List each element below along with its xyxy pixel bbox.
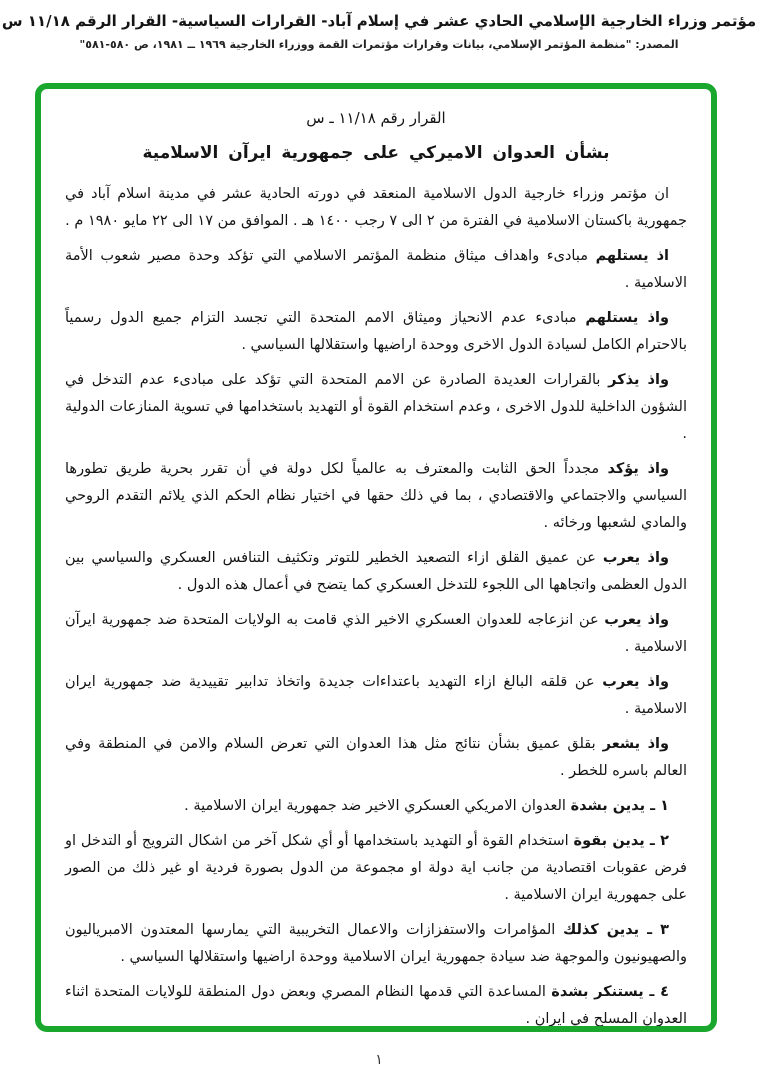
- paragraph-preamble-6: واذ يعرب عن عميق القلق ازاء التصعيد الخطير للتوتر وتكثيف التنافس العسكري والسياسي بين الدول العظمى واتجاهها الى اللجوء للتدخل العسكري كما يتضح في أعمال هذه الدول .: [65, 550, 687, 593]
- header-source: المصدر: "منظمة المؤتمر الإسلامي، بيانات وقرارات مؤتمرات القمة ووزراء الخارجية ١٩٦٩ ــ ١٩٨١، ص ٥٨٠-٥٨١": [79, 38, 679, 51]
- paragraph-operative-2: ٢ ـ يدين بقوة استخدام القوة أو التهديد باستخدامها أو أي شكل آخر من اشكال الترويج أو التدخل او فرض عقوبات اقتصادية من جانب اية دولة او مجموعة من الدول بصورة فردية او غير ذلك من الصور على جمهورية ايران الاسلامية .: [65, 833, 687, 903]
- paragraph-operative-1: ١ ـ يدين بشدة العدوان الامريكي العسكري الاخير ضد جمهورية ايران الاسلامية .: [184, 798, 669, 814]
- paragraph-preamble-3: واذ يستلهم مبادىء عدم الانحياز وميثاق الامم المتحدة التي تجسد التزام جميع الدول رسمياً بالاحترام الكامل لسيادة الدول الاخرى ووحدة اراضيها واستقلالها السياسي .: [65, 310, 687, 353]
- paragraph-preamble-2: اذ يستلهم مبادىء واهداف ميثاق منظمة المؤتمر الاسلامي التي تؤكد وحدة مصير شعوب الأمة الاسلامية .: [65, 248, 687, 291]
- paragraph-preamble-9: واذ يشعر بقلق عميق بشأن نتائج مثل هذا العدوان التي تعرض السلام والامن في المنطقة وفي العالم باسره للخطر .: [65, 736, 687, 779]
- resolution-number: القرار رقم ١١/١٨ ـ س: [306, 109, 446, 127]
- paragraph-preamble-4: واذ يذكر بالقرارات العديدة الصادرة عن الامم المتحدة التي تؤكد على مبادىء عدم التدخل في الشؤون الداخلية للدول الاخرى ، وعدم استخدام القوة أو التهديد باستخدامها في تسوية المنازعات الدولية .: [65, 372, 687, 442]
- paragraph-preamble-8: واذ يعرب عن قلقه البالغ ازاء التهديد باعتداءات جديدة واتخاذ تدابير تقييدية ضد جمهورية ايران الاسلامية .: [65, 674, 687, 717]
- header-title: مؤتمر وزراء الخارجية الإسلامي الحادي عشر في إسلام آباد- القرارات السياسية- القرار الرقم ١١/١٨ س: [1, 12, 757, 30]
- paragraph-preamble-1: ان مؤتمر وزراء خارجية الدول الاسلامية المنعقد في دورته الحادية عشر في مدينة اسلام آباد في جمهورية باكستان الاسلامية في الفترة من ٢ الى ٧ رجب ١٤٠٠ هـ . الموافق من ١٧ الى ٢٢ مايو ١٩٨٠ م .: [65, 186, 687, 229]
- document-title: بشأن العدوان الاميركي على جمهورية ايرآن الاسلامية: [142, 143, 610, 163]
- page-number: ١: [375, 1052, 383, 1068]
- paragraph-operative-4: ٤ ـ يستنكر بشدة المساعدة التي قدمها النظام المصري وبعض دول المنطقة للولايات المتحدة اثناء العدوان المسلح في ايران .: [65, 984, 687, 1027]
- document-header: [0, 12, 758, 51]
- document-body-frame: [35, 83, 717, 1032]
- paragraph-preamble-5: واذ يؤكد مجدداً الحق الثابت والمعترف به عالمياً لكل دولة في أن تقرر بحرية طريق تطورها السياسي والاجتماعي والاقتصادي ، بما في ذلك حقها في اختيار نظام الحكم الذي يلائم التقدم الروحي والمادي لشعبها ورخائه .: [65, 461, 687, 531]
- paragraph-preamble-7: واذ يعرب عن انزعاجه للعدوان العسكري الاخير الذي قامت به الولايات المتحدة ضد جمهورية ايرآن الاسلامية .: [65, 612, 687, 655]
- paragraph-operative-3: ٣ ـ يدين كذلك المؤامرات والاستفزازات والاعمال التخريبية التي يمارسها المعتدون الامبرياليون والصهيونيون والموجهة ضد سيادة جمهورية ايران الاسلامية ووحدة اراضيها واستقلالها السياسي .: [65, 922, 687, 965]
